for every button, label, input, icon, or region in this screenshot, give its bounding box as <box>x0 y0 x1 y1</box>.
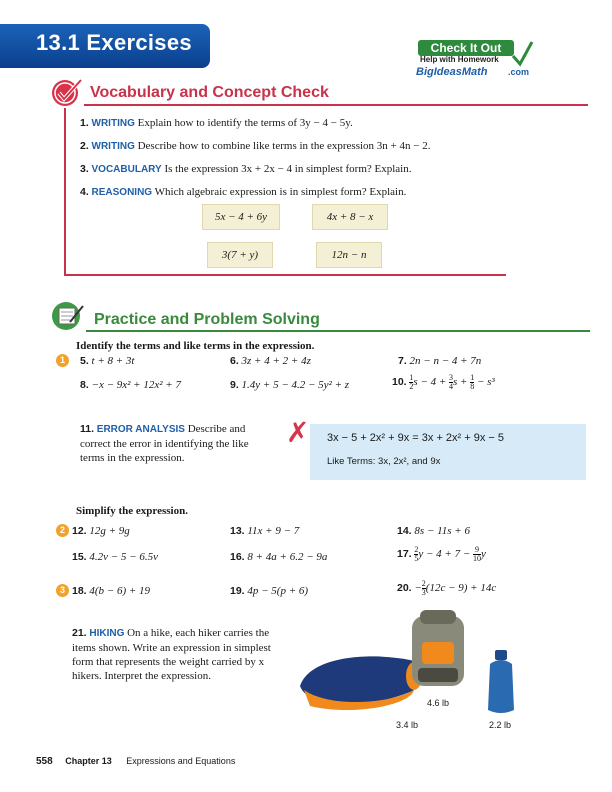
vocab-list <box>80 116 560 208</box>
expression-card: 3(7 + y) <box>207 242 273 268</box>
fraction: $\frac{2}{3}$ <box>421 579 426 597</box>
fraction: $\frac{1}{2}$ <box>409 373 414 391</box>
vocab-title: Vocabulary and Concept Check <box>90 84 329 101</box>
checkmark-icon <box>510 40 534 70</box>
example-badge: 2 <box>56 524 69 537</box>
list-item: 2. WRITING Describe how to combine like terms in the expression 3n + 4n − 2. <box>80 140 431 152</box>
exercise-19: 19. 4p − 5(p + 6) <box>230 585 309 597</box>
backpack-illustration <box>406 606 470 690</box>
chapter-label: Chapter 13 <box>65 756 112 766</box>
notepad-icon <box>50 300 86 332</box>
exercise-17: 17. $\frac{2}{5}$ y − 4 + 7 − $\frac{9}{10}$ y <box>397 545 486 563</box>
exercise-13: 13. 11x + 9 − 7 <box>230 525 300 537</box>
water-bottle-weight: 2.2 lb <box>489 720 512 730</box>
water-bottle-illustration <box>484 650 518 716</box>
list-item: 1. WRITING Explain how to identify the terms of 3y − 4 − 5y. <box>80 117 353 129</box>
practice-title: Practice and Problem Solving <box>94 311 320 328</box>
fraction: $\frac{1}{8}$ <box>470 373 475 391</box>
vocab-bottom-line <box>64 274 506 276</box>
exercise-5: 5. t + 8 + 3t <box>80 355 135 367</box>
logo-line2: Help with Homework <box>420 55 499 64</box>
check-circle-icon <box>50 78 84 108</box>
example-badge: 1 <box>56 354 69 367</box>
list-item: 4. REASONING Which algebraic expression is in simplest form? Explain. <box>80 186 407 198</box>
exercise-21: 21. HIKING On a hike, each hiker carries the items shown. Write an expression in simplest form that represents the weight carried by x hikers. Interpret the expression. <box>72 627 271 682</box>
expression-card: 5x − 4 + 6y <box>202 204 280 230</box>
exercise-12: 12. 12g + 9g <box>72 525 130 537</box>
backpack-weight: 4.6 lb <box>427 698 450 708</box>
practice-rule <box>86 330 590 332</box>
exercise-16: 16. 8 + 4a + 6.2 − 9a <box>230 551 328 563</box>
fraction: $\frac{9}{10}$ <box>473 545 482 563</box>
exercise-6: 6. 3z + 4 + 2 + 4z <box>230 355 311 367</box>
expression-card: 4x + 8 − x <box>312 204 388 230</box>
vocab-rule <box>84 104 588 106</box>
example-badge: 3 <box>56 584 69 597</box>
error-like-terms: Like Terms: 3x, 2x², and 9x <box>327 456 441 467</box>
exercise-8: 8. −x − 9x² + 12x² + 7 <box>80 379 181 391</box>
list-item: 3. VOCABULARY Is the expression 3x + 2x − 4 in simplest form? Explain. <box>80 163 412 175</box>
exercise-7: 7. 2n − n − 4 + 7n <box>398 355 482 367</box>
exercise-11: 11. ERROR ANALYSIS Describe and correct the error in identifying the like terms in the expression. <box>80 423 249 464</box>
error-equation: 3x − 5 + 2x² + 9x = 3x + 2x² + 9x − 5 <box>327 432 505 444</box>
page-number: 558 <box>36 756 53 767</box>
fraction: $\frac{3}{4}$ <box>449 373 453 391</box>
logo-line4: .com <box>508 67 530 77</box>
logo-line3: BigIdeasMath <box>416 66 488 78</box>
instruction-identify: Identify the terms and like terms in the expression. <box>76 340 315 352</box>
section-title: 13.1 Exercises <box>36 30 192 55</box>
check-it-out-logo[interactable] <box>414 40 534 82</box>
sleeping-bag-weight: 3.4 lb <box>396 720 419 730</box>
exercise-10: 10. $\frac{1}{2}$ s − 4 + $\frac{3}{4}$ s + $\frac{1}{8}$ − s³ <box>392 373 495 391</box>
exercise-15: 15. 4.2v − 5 − 6.5v <box>72 551 158 563</box>
exercise-18: 18. 4(b − 6) + 19 <box>72 585 151 597</box>
exercise-9: 9. 1.4y + 5 − 4.2 − 5y² + z <box>230 379 350 391</box>
error-x-icon: ✗ <box>286 416 310 449</box>
chapter-title: Expressions and Equations <box>126 756 236 766</box>
instruction-simplify: Simplify the expression. <box>76 505 188 517</box>
expression-card: 12n − n <box>316 242 382 268</box>
exercise-20: 20. − $\frac{2}{3}$ (12c − 9) + 14c <box>397 579 497 597</box>
fraction: $\frac{2}{5}$ <box>414 545 419 563</box>
vocab-side-line <box>64 108 66 274</box>
footer <box>36 756 235 767</box>
exercise-14: 14. 8s − 11s + 6 <box>397 525 470 537</box>
logo-line1: Check It Out <box>418 40 514 56</box>
